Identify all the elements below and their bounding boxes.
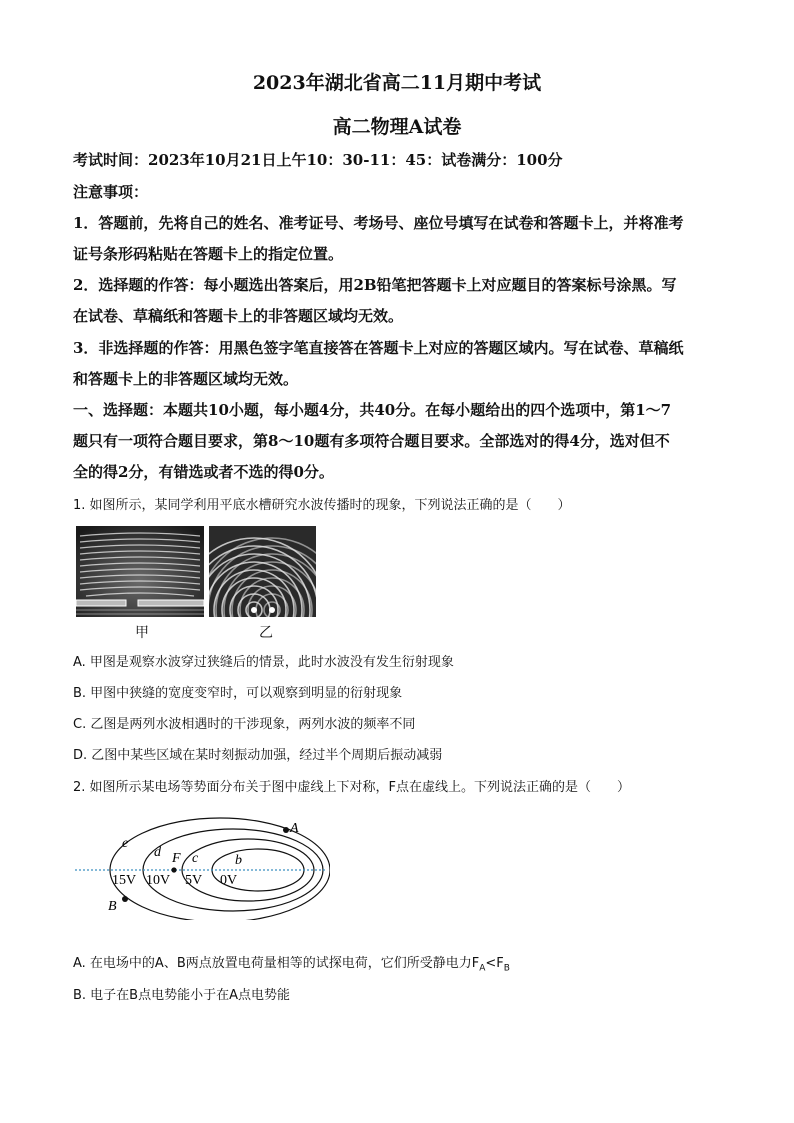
question-1-option-d: D. 乙图中某些区域在某时刻振动加强，经过半个周期后振动减弱	[73, 748, 443, 763]
notice-item-1-line-1: 1．答题前，先将自己的姓名、准考证号、考场号、座位号填写在试卷和答题卡上，并将准考	[73, 214, 684, 232]
section-1-line-3: 全的得2分，有错选或者不选的得0分。	[73, 463, 334, 481]
exam-info: 考试时间：2023年10月21日上午10：30-11：45：试卷满分：100分	[73, 151, 563, 169]
question-2-stem: 2. 如图所示某电场等势面分布关于图中虚线上下对称，F点在虚线上。下列说法正确的是（ ）	[73, 780, 631, 795]
notice-heading: 注意事项：	[73, 183, 149, 201]
potential-10v: 10V	[146, 873, 171, 888]
potential-0v: 0V	[220, 873, 238, 888]
point-a-dot	[283, 827, 289, 833]
less-than-f: <F	[485, 956, 504, 971]
label-c: c	[192, 851, 199, 866]
label-b-point: B	[108, 899, 117, 914]
question-1-option-c: C. 乙图是两列水波相遇时的干涉现象，两列水波的频率不同	[73, 717, 416, 732]
exam-subtitle: 高二物理A试卷	[332, 116, 462, 138]
potential-5v: 5V	[185, 873, 203, 888]
question-2-option-a	[73, 952, 510, 974]
point-f-dot	[171, 867, 176, 872]
question-1-stem: 1. 如图所示，某同学利用平底水槽研究水波传播时的现象，下列说法正确的是（ ）	[73, 498, 571, 513]
label-a: A	[290, 821, 299, 836]
notice-item-3-line-1: 3．非选择题的作答：用黑色签字笔直接答在答题卡上对应的答题区域内。写在试卷、草稿纸	[73, 339, 684, 357]
notice-item-1-line-2: 证号条形码粘贴在答题卡上的指定位置。	[73, 245, 344, 263]
question-1-option-b: B. 甲图中狭缝的宽度变窄时，可以观察到明显的衍射现象	[73, 686, 403, 701]
section-1-line-1: 一、选择题：本题共10小题，每小题4分，共40分。在每小题给出的四个选项中，第1～7	[73, 401, 672, 419]
figure-interference-photo	[209, 526, 316, 617]
notice-item-2-line-1: 2．选择题的作答：每小题选出答案后，用2B铅笔把答题卡上对应题目的答案标号涂黑。写	[73, 276, 677, 294]
question-2-option-b: B. 电子在B点电势能小于在A点电势能	[73, 988, 290, 1003]
subscript-a: A	[479, 963, 486, 974]
notice-item-3-line-2: 和答题卡上的非答题区域均无效。	[73, 370, 299, 388]
equipotential-diagram	[70, 800, 330, 920]
question-2-option-a-text: A. 在电场中的A、B两点放置电荷量相等的试探电荷，它们所受静电力F	[73, 956, 480, 971]
section-1-line-2: 题只有一项符合题目要求，第8～10题有多项符合题目要求。全部选对的得4分，选对但不	[73, 432, 670, 450]
label-f: F	[172, 851, 181, 866]
label-b: b	[235, 853, 242, 868]
figure-single-slit-photo	[76, 526, 204, 617]
label-d: d	[154, 845, 161, 860]
figure-label-left: 甲	[135, 625, 149, 641]
question-1-option-a: A. 甲图是观察水波穿过狭缝后的情景，此时水波没有发生衍射现象	[73, 655, 454, 670]
potential-15v: 15V	[112, 873, 137, 888]
label-e: e	[122, 836, 129, 851]
figure-label-right: 乙	[259, 625, 273, 641]
subscript-b: B	[503, 963, 510, 974]
point-b-dot	[122, 896, 128, 902]
notice-item-2-line-2: 在试卷、草稿纸和答题卡上的非答题区域均无效。	[73, 307, 404, 325]
exam-title: 2023年湖北省高二11月期中考试	[252, 72, 542, 94]
